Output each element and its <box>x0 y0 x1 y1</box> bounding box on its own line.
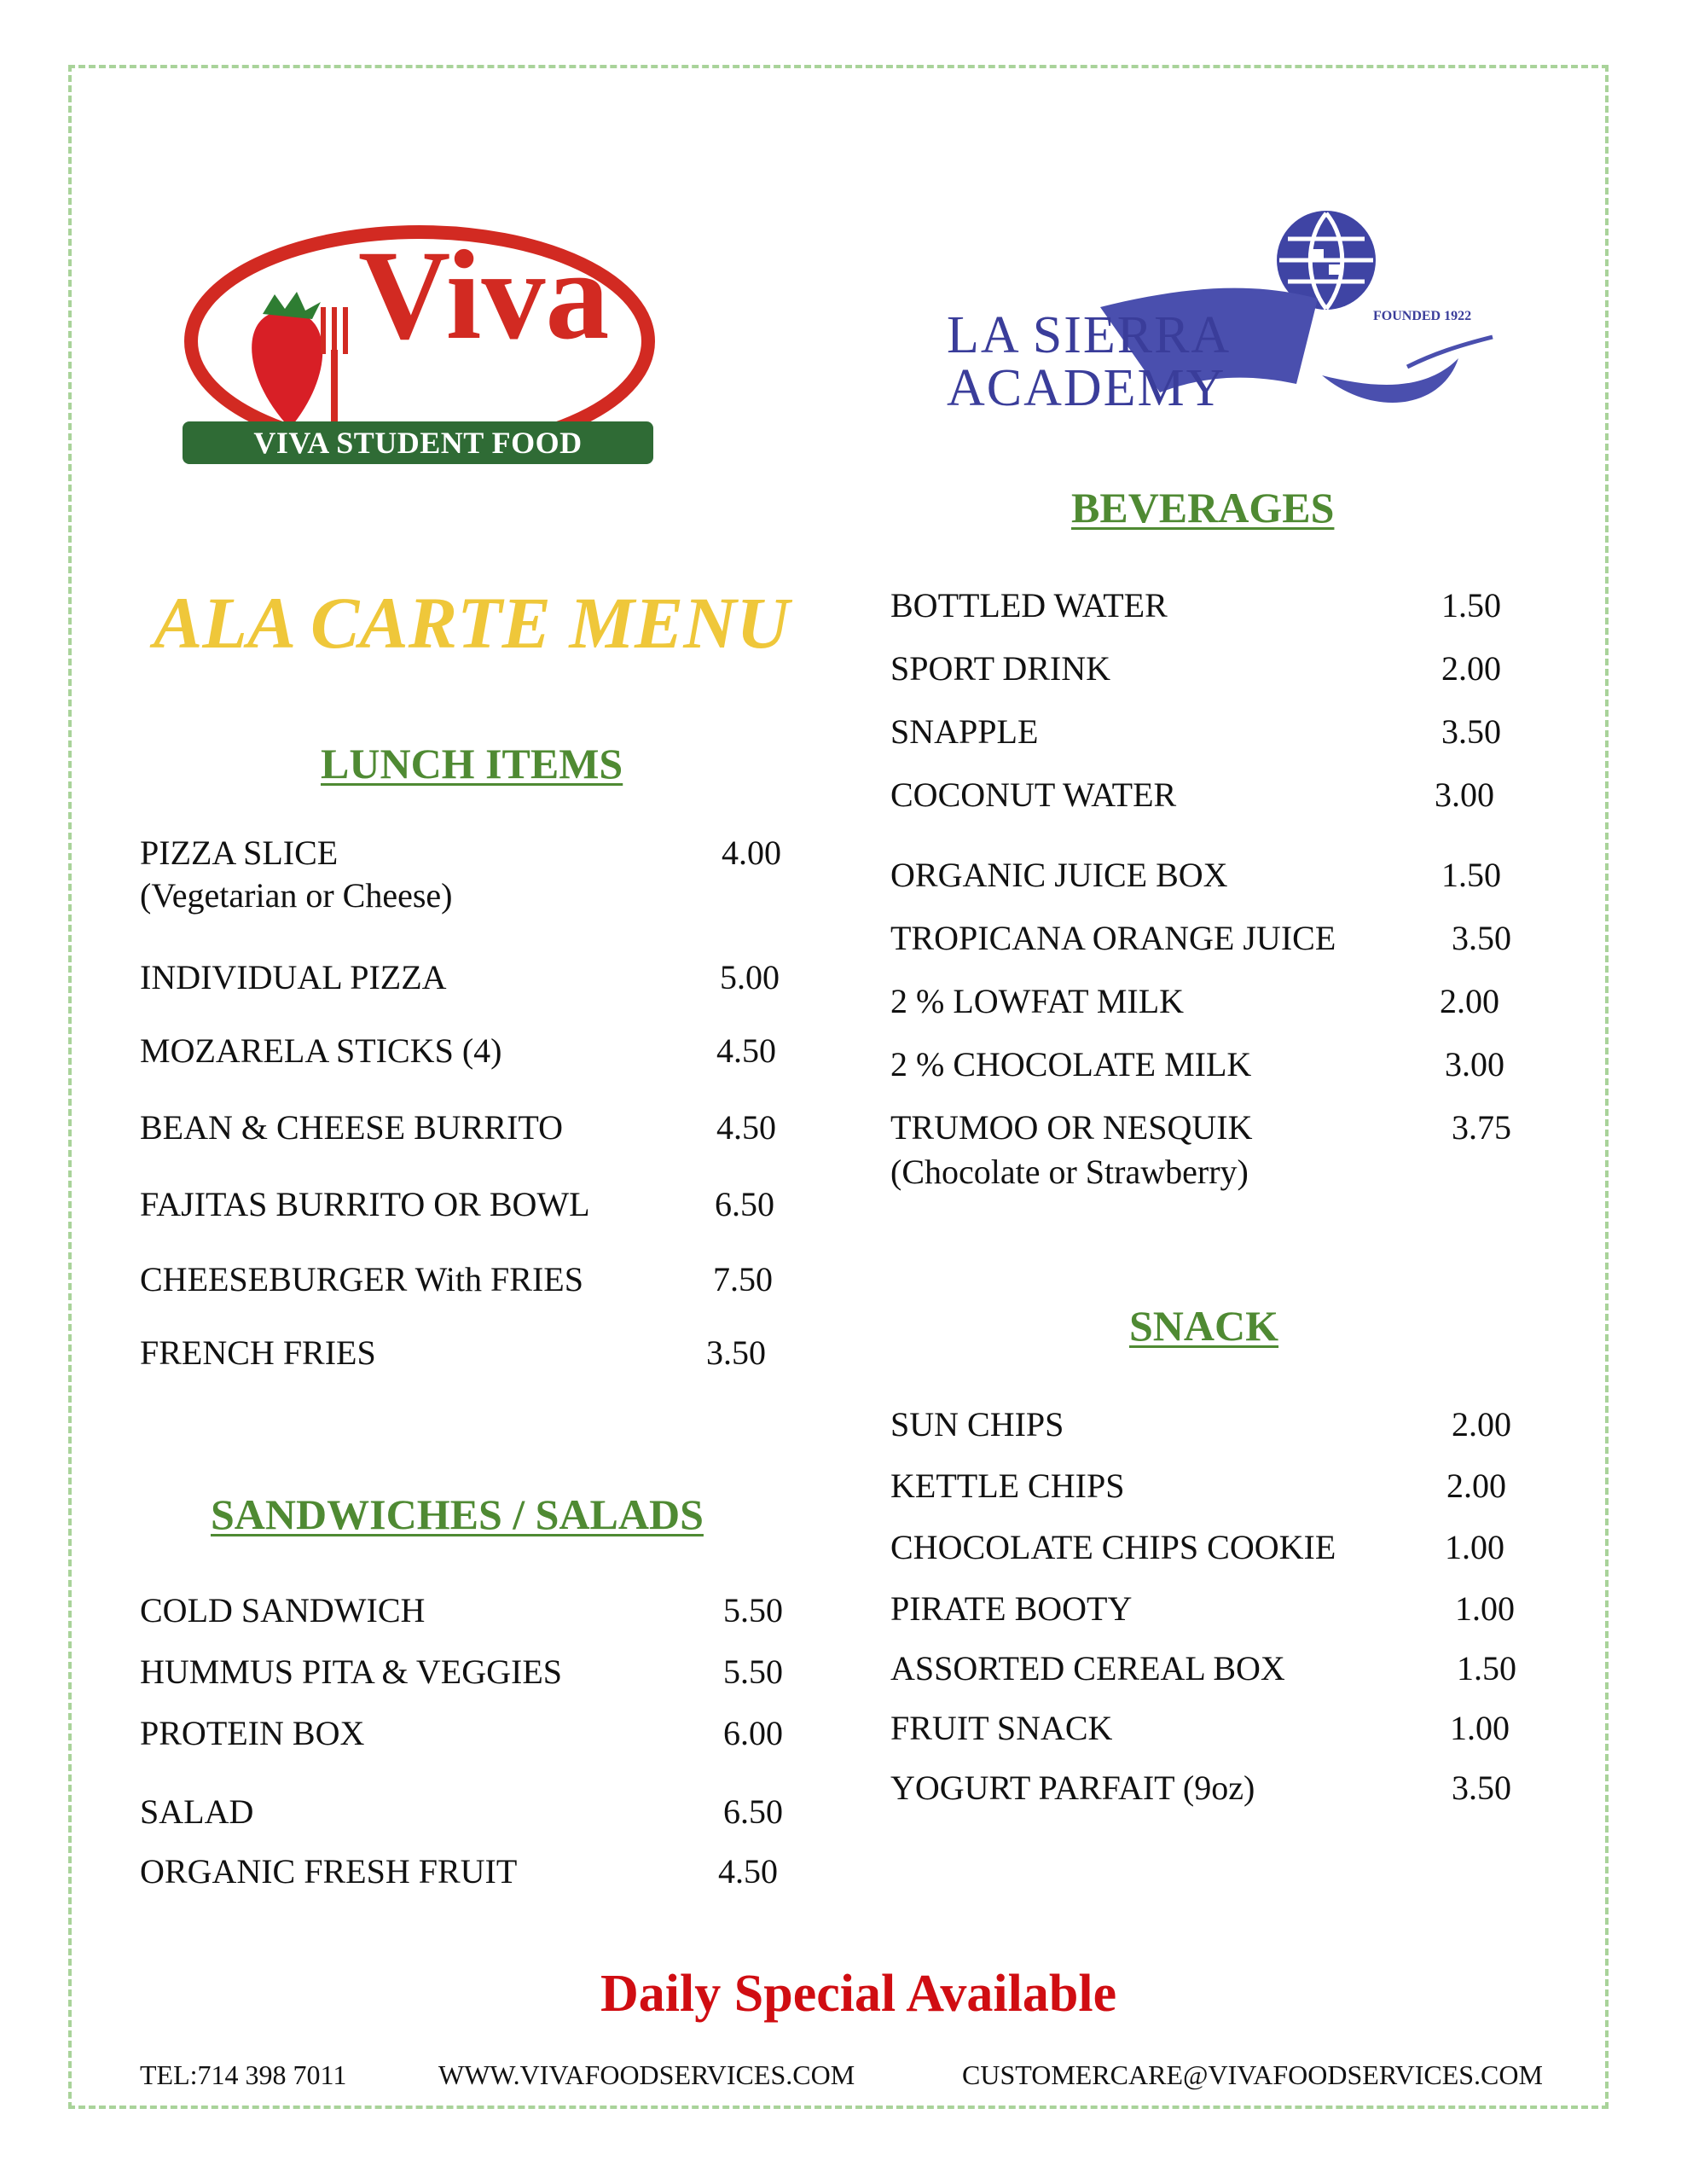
beverage-item-price: 3.00 <box>1435 775 1494 814</box>
lunch-item-sub: (Vegetarian or Cheese) <box>140 876 453 915</box>
snack-item-price: 1.00 <box>1445 1528 1504 1566</box>
beverage-item-name: SPORT DRINK <box>890 649 1111 688</box>
sandwich-item-price: 4.50 <box>718 1852 778 1891</box>
la-sierra-line1: LA SIERRA <box>947 306 1232 364</box>
sandwiches-heading: SANDWICHES / SALADS <box>211 1490 704 1538</box>
beverage-item-sub: (Chocolate or Strawberry) <box>890 1153 1249 1191</box>
la-sierra-founded: FOUNDED 1922 <box>1373 309 1472 323</box>
beverage-item-name: 2 % LOWFAT MILK <box>890 982 1185 1020</box>
snack-item-price: 2.00 <box>1446 1467 1506 1505</box>
viva-wordmark: Viva <box>358 224 610 366</box>
beverage-item-price: 1.50 <box>1441 856 1501 894</box>
menu-title: ALA CARTE MENU <box>154 582 790 664</box>
lunch-item-price: 6.50 <box>715 1185 774 1223</box>
lunch-item-name: INDIVIDUAL PIZZA <box>140 958 447 996</box>
beverage-item-price: 2.00 <box>1440 982 1499 1020</box>
lunch-item-price: 5.00 <box>720 958 780 996</box>
beverage-item-name: COCONUT WATER <box>890 775 1177 814</box>
beverage-item-price: 3.50 <box>1452 919 1511 957</box>
beverage-item-name: ORGANIC JUICE BOX <box>890 856 1228 894</box>
beverage-item-price: 3.75 <box>1452 1108 1511 1147</box>
daily-special-banner: Daily Special Available <box>600 1965 1117 2023</box>
snack-item-name: SUN CHIPS <box>890 1405 1064 1443</box>
lunch-item-name: FAJITAS BURRITO OR BOWL <box>140 1185 590 1223</box>
sandwich-item-price: 5.50 <box>723 1653 783 1691</box>
sandwich-item-name: HUMMUS PITA & VEGGIES <box>140 1653 562 1691</box>
lunch-item-name: PIZZA SLICE <box>140 834 339 872</box>
snack-item-price: 1.50 <box>1457 1649 1516 1687</box>
beverage-item-name: BOTTLED WATER <box>890 586 1168 624</box>
sandwich-item-name: PROTEIN BOX <box>140 1714 365 1752</box>
sandwich-item-price: 6.00 <box>723 1714 783 1752</box>
sandwich-item-price: 5.50 <box>723 1591 783 1629</box>
beverage-item-name: TROPICANA ORANGE JUICE <box>890 919 1336 957</box>
beverage-item-name: SNAPPLE <box>890 712 1039 751</box>
lunch-item-name: CHEESEBURGER With FRIES <box>140 1260 583 1298</box>
lunch-heading: LUNCH ITEMS <box>321 740 623 787</box>
la-sierra-logo <box>930 205 1510 444</box>
sandwich-item-name: SALAD <box>140 1792 254 1831</box>
lunch-item-name: BEAN & CHEESE BURRITO <box>140 1108 563 1147</box>
sandwich-item-name: ORGANIC FRESH FRUIT <box>140 1852 518 1891</box>
beverage-item-name: TRUMOO OR NESQUIK <box>890 1108 1253 1147</box>
snack-heading: SNACK <box>1129 1302 1279 1350</box>
snack-item-price: 2.00 <box>1452 1405 1511 1443</box>
footer-email[interactable]: CUSTOMERCARE@VIVAFOODSERVICES.COM <box>962 2059 1543 2090</box>
sandwich-item-name: COLD SANDWICH <box>140 1591 426 1629</box>
footer-website[interactable]: WWW.VIVAFOODSERVICES.COM <box>438 2059 855 2090</box>
snack-item-price: 1.00 <box>1455 1589 1515 1628</box>
beverage-item-price: 1.50 <box>1441 586 1501 624</box>
beverage-item-name: 2 % CHOCOLATE MILK <box>890 1045 1252 1083</box>
sandwich-item-price: 6.50 <box>723 1792 783 1831</box>
viva-banner: VIVA STUDENT FOOD SERVICE <box>183 421 653 464</box>
lunch-item-name: FRENCH FRIES <box>140 1333 376 1372</box>
beverage-item-price: 3.00 <box>1445 1045 1504 1083</box>
lunch-item-price: 4.00 <box>722 834 781 872</box>
lunch-item-name: MOZARELA STICKS (4) <box>140 1031 502 1070</box>
la-sierra-line2: ACADEMY <box>947 359 1226 417</box>
beverages-heading: BEVERAGES <box>1071 484 1335 531</box>
lunch-item-price: 4.50 <box>716 1031 776 1070</box>
snack-item-name: PIRATE BOOTY <box>890 1589 1133 1628</box>
snack-item-name: CHOCOLATE CHIPS COOKIE <box>890 1528 1336 1566</box>
snack-item-name: ASSORTED CEREAL BOX <box>890 1649 1285 1687</box>
lunch-item-price: 3.50 <box>706 1333 766 1372</box>
snack-item-name: KETTLE CHIPS <box>890 1467 1125 1505</box>
snack-item-price: 3.50 <box>1452 1769 1511 1807</box>
lunch-item-price: 4.50 <box>716 1108 776 1147</box>
lunch-item-price: 7.50 <box>713 1260 773 1298</box>
snack-item-name: FRUIT SNACK <box>890 1709 1113 1747</box>
beverage-item-price: 3.50 <box>1441 712 1501 751</box>
footer-phone: TEL:714 398 7011 <box>140 2059 347 2090</box>
snack-item-price: 1.00 <box>1450 1709 1510 1747</box>
beverage-item-price: 2.00 <box>1441 649 1501 688</box>
snack-item-name: YOGURT PARFAIT (9oz) <box>890 1769 1255 1807</box>
